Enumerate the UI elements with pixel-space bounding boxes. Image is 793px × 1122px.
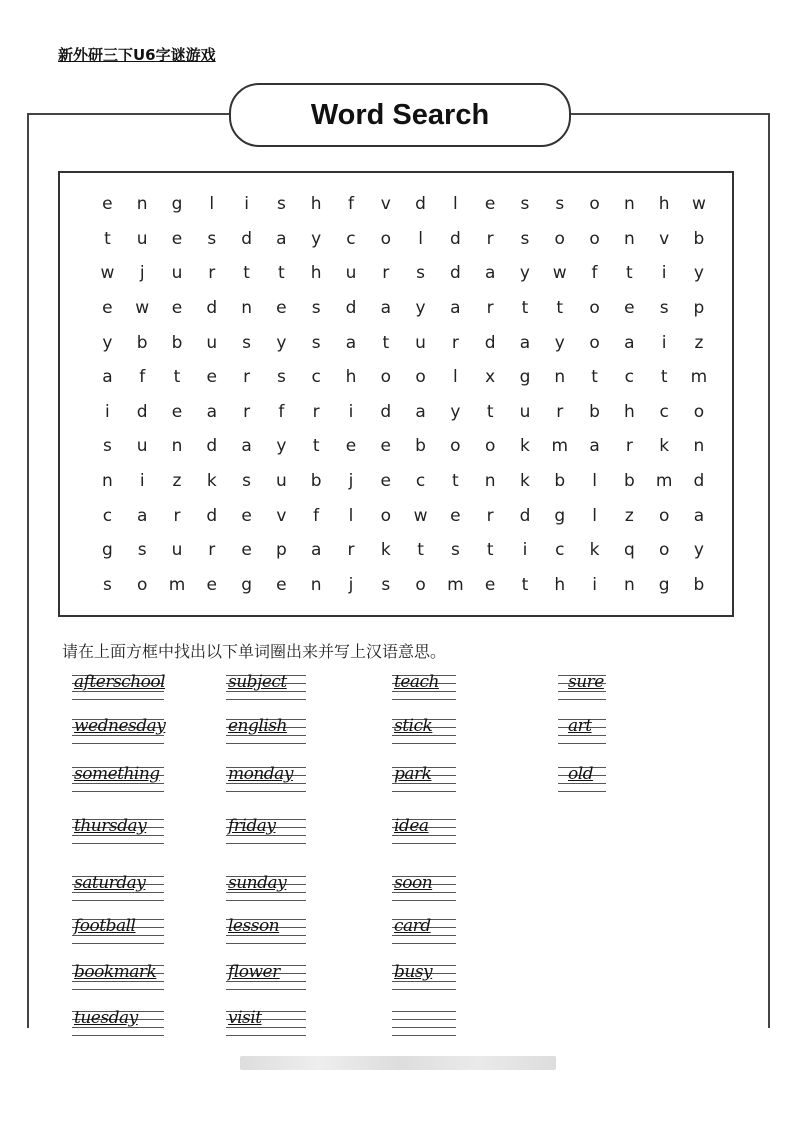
word-text: monday: [228, 764, 293, 784]
grid-letter[interactable]: o: [693, 401, 705, 422]
grid-letter[interactable]: a: [276, 228, 287, 249]
grid-letter[interactable]: z: [624, 505, 634, 526]
grid-letter[interactable]: y: [311, 228, 322, 249]
word-item: [392, 875, 456, 911]
word-item: [72, 964, 164, 1000]
word-item: [72, 818, 164, 854]
grid-letter[interactable]: h: [623, 401, 635, 422]
grid-letter[interactable]: y: [102, 332, 113, 353]
grid-letter[interactable]: a: [484, 263, 496, 284]
word-item: [72, 674, 164, 710]
grid-letter[interactable]: d: [206, 505, 218, 526]
grid-row: [90, 533, 716, 568]
grid-letter[interactable]: t: [626, 263, 633, 284]
grid-letter[interactable]: a: [519, 332, 531, 353]
grid-letter[interactable]: c: [102, 505, 113, 526]
grid-letter[interactable]: s: [520, 194, 530, 215]
grid-letter[interactable]: h: [554, 574, 566, 595]
grid-letter[interactable]: i: [592, 574, 597, 595]
grid-letter[interactable]: q: [623, 540, 635, 561]
grid-row: [90, 395, 716, 430]
grid-row: [90, 429, 716, 464]
grid-letter[interactable]: f: [347, 194, 354, 215]
grid-letter[interactable]: t: [521, 298, 529, 319]
grid-letter[interactable]: r: [347, 540, 355, 561]
grid-letter[interactable]: t: [521, 574, 529, 595]
grid-letter[interactable]: b: [693, 574, 705, 595]
grid-letter[interactable]: z: [172, 471, 182, 492]
grid-letter[interactable]: r: [486, 505, 494, 526]
grid-letter[interactable]: o: [554, 228, 565, 249]
word-text: bookmark: [74, 962, 157, 982]
grid-letter[interactable]: d: [449, 228, 461, 249]
word-item: [72, 766, 164, 802]
grid-letter[interactable]: r: [486, 298, 494, 319]
grid-letter[interactable]: k: [659, 436, 670, 457]
grid-row: [90, 360, 716, 395]
grid-letter[interactable]: t: [660, 367, 668, 388]
grid-letter[interactable]: w: [552, 263, 567, 284]
word-text: art: [568, 716, 592, 736]
grid-letter[interactable]: d: [693, 471, 705, 492]
grid-letter[interactable]: d: [345, 298, 357, 319]
grid-letter[interactable]: w: [413, 505, 428, 526]
grid-letter[interactable]: b: [589, 401, 600, 422]
word-item: [226, 1010, 306, 1046]
grid-letter[interactable]: l: [592, 505, 597, 526]
grid-letter[interactable]: t: [312, 436, 320, 457]
grid-letter[interactable]: o: [484, 436, 496, 457]
grid-letter[interactable]: y: [276, 332, 287, 353]
grid-letter[interactable]: t: [486, 540, 494, 561]
word-item: [226, 918, 306, 954]
grid-letter[interactable]: t: [243, 263, 250, 284]
grid-letter[interactable]: n: [136, 194, 148, 215]
grid-letter[interactable]: u: [171, 263, 183, 284]
grid-letter[interactable]: h: [345, 367, 357, 388]
word-item: [392, 818, 456, 854]
grid-letter[interactable]: e: [276, 298, 287, 319]
grid-letter[interactable]: c: [415, 471, 426, 492]
grid-letter[interactable]: v: [659, 228, 670, 249]
grid-letter[interactable]: k: [520, 436, 530, 457]
grid-letter[interactable]: e: [206, 367, 218, 388]
grid-letter[interactable]: s: [311, 298, 321, 319]
grid-letter[interactable]: e: [276, 574, 287, 595]
grid-letter[interactable]: k: [589, 540, 600, 561]
frame-border-top-left: [28, 113, 230, 115]
grid-letter[interactable]: a: [589, 436, 600, 457]
grid-letter[interactable]: t: [173, 367, 181, 388]
grid-letter[interactable]: i: [244, 194, 249, 215]
grid-letter[interactable]: a: [310, 540, 322, 561]
letter-grid-box: [58, 171, 734, 617]
grid-letter[interactable]: r: [312, 401, 320, 422]
grid-letter[interactable]: z: [694, 332, 704, 353]
grid-letter[interactable]: s: [276, 194, 286, 215]
grid-letter[interactable]: t: [486, 401, 494, 422]
grid-letter[interactable]: o: [380, 367, 391, 388]
grid-letter[interactable]: y: [415, 298, 426, 319]
word-text: subject: [228, 672, 287, 692]
grid-letter[interactable]: u: [415, 332, 426, 353]
word-text: tuesday: [74, 1008, 138, 1028]
grid-letter[interactable]: o: [589, 298, 600, 319]
grid-letter[interactable]: c: [311, 367, 321, 388]
grid-letter[interactable]: b: [310, 471, 322, 492]
word-text: park: [394, 764, 432, 784]
grid-letter[interactable]: g: [554, 505, 566, 526]
grid-letter[interactable]: y: [693, 263, 704, 284]
grid-letter[interactable]: d: [241, 228, 252, 249]
grid-letter[interactable]: s: [416, 263, 425, 284]
grid-letter[interactable]: b: [623, 471, 635, 492]
grid-row: [90, 568, 716, 603]
grid-letter[interactable]: g: [658, 574, 670, 595]
grid-letter[interactable]: r: [208, 263, 216, 284]
grid-letter[interactable]: o: [658, 540, 670, 561]
grid-letter[interactable]: k: [206, 471, 217, 492]
grid-letter[interactable]: e: [171, 401, 183, 422]
grid-letter[interactable]: n: [102, 471, 113, 492]
grid-letter[interactable]: l: [348, 505, 354, 526]
grid-letter[interactable]: n: [693, 436, 705, 457]
word-item: [558, 674, 606, 710]
grid-letter[interactable]: y: [693, 540, 704, 561]
grid-letter[interactable]: s: [659, 298, 669, 319]
grid-letter[interactable]: j: [348, 471, 354, 492]
word-text: lesson: [228, 916, 280, 936]
word-item: [226, 718, 306, 754]
grid-letter[interactable]: r: [243, 401, 251, 422]
grid-letter[interactable]: u: [275, 471, 287, 492]
grid-letter[interactable]: e: [345, 436, 357, 457]
grid-letter[interactable]: d: [136, 401, 148, 422]
grid-letter[interactable]: e: [171, 298, 183, 319]
word-item: [226, 818, 306, 854]
grid-letter[interactable]: v: [380, 194, 391, 215]
grid-letter[interactable]: g: [241, 574, 252, 595]
grid-letter[interactable]: r: [556, 401, 564, 422]
word-text: teach: [394, 672, 439, 692]
grid-letter[interactable]: t: [556, 298, 564, 319]
grid-letter[interactable]: e: [241, 505, 252, 526]
grid-letter[interactable]: o: [450, 436, 461, 457]
grid-letter[interactable]: k: [380, 540, 391, 561]
grid-letter[interactable]: e: [380, 471, 391, 492]
grid-letter[interactable]: e: [484, 194, 496, 215]
grid-letter[interactable]: k: [520, 471, 530, 492]
grid-letter[interactable]: a: [380, 298, 391, 319]
grid-letter[interactable]: x: [485, 367, 496, 388]
grid-letter[interactable]: r: [451, 332, 459, 353]
word-item: [392, 1010, 456, 1046]
word-item: [72, 875, 164, 911]
grid-letter[interactable]: f: [278, 401, 285, 422]
grid-letter[interactable]: t: [452, 471, 459, 492]
grid-letter[interactable]: e: [450, 505, 461, 526]
grid-letter[interactable]: t: [382, 332, 390, 353]
grid-letter[interactable]: d: [206, 436, 218, 457]
word-text: wednesday: [74, 716, 166, 736]
grid-letter[interactable]: a: [206, 401, 217, 422]
grid-letter[interactable]: u: [519, 401, 531, 422]
word-text: card: [394, 916, 431, 936]
grid-letter[interactable]: l: [453, 194, 458, 215]
grid-letter[interactable]: r: [243, 367, 251, 388]
grid-letter[interactable]: i: [661, 332, 667, 353]
word-text: thursday: [74, 816, 147, 836]
grid-letter[interactable]: e: [380, 436, 391, 457]
grid-letter[interactable]: e: [484, 574, 496, 595]
word-item: [226, 875, 306, 911]
grid-letter[interactable]: e: [102, 194, 113, 215]
grid-letter[interactable]: d: [484, 332, 496, 353]
word-item: [558, 766, 606, 802]
grid-row: [90, 498, 716, 533]
grid-letter[interactable]: s: [242, 332, 252, 353]
grid-letter[interactable]: i: [522, 540, 528, 561]
grid-letter[interactable]: n: [623, 228, 635, 249]
word-item: [226, 964, 306, 1000]
grid-letter[interactable]: b: [554, 471, 566, 492]
grid-letter[interactable]: s: [381, 574, 391, 595]
word-text: something: [74, 764, 160, 784]
grid-letter[interactable]: b: [693, 228, 705, 249]
grid-letter[interactable]: s: [311, 332, 321, 353]
grid-letter[interactable]: c: [659, 401, 669, 422]
grid-letter[interactable]: p: [693, 298, 705, 319]
grid-letter[interactable]: a: [415, 401, 426, 422]
grid-letter[interactable]: r: [486, 228, 494, 249]
grid-letter[interactable]: r: [173, 505, 181, 526]
grid-letter[interactable]: g: [171, 194, 183, 215]
grid-letter[interactable]: u: [345, 263, 357, 284]
grid-letter[interactable]: o: [136, 574, 148, 595]
writing-lines: [392, 1010, 456, 1036]
grid-letter[interactable]: c: [346, 228, 356, 249]
grid-letter[interactable]: l: [209, 194, 215, 215]
grid-letter[interactable]: r: [382, 263, 390, 284]
grid-letter[interactable]: o: [380, 505, 391, 526]
grid-letter[interactable]: l: [592, 471, 597, 492]
word-item: [392, 718, 456, 754]
grid-letter[interactable]: o: [589, 332, 600, 353]
footer-watermark: [240, 1056, 556, 1070]
grid-letter[interactable]: s: [555, 194, 565, 215]
word-text: visit: [228, 1008, 262, 1028]
grid-letter[interactable]: u: [136, 436, 148, 457]
word-item: [72, 718, 164, 754]
grid-letter[interactable]: b: [136, 332, 148, 353]
grid-letter[interactable]: d: [449, 263, 461, 284]
grid-letter[interactable]: a: [693, 505, 705, 526]
grid-letter[interactable]: d: [519, 505, 531, 526]
grid-letter[interactable]: f: [591, 263, 598, 284]
grid-letter[interactable]: a: [241, 436, 252, 457]
word-text: old: [568, 764, 594, 784]
grid-letter[interactable]: m: [168, 574, 186, 595]
grid-letter[interactable]: v: [276, 505, 287, 526]
grid-letter[interactable]: y: [519, 263, 530, 284]
grid-letter[interactable]: l: [418, 228, 423, 249]
word-item: [392, 918, 456, 954]
grid-letter[interactable]: s: [102, 436, 112, 457]
grid-letter[interactable]: j: [348, 574, 354, 595]
grid-letter[interactable]: e: [206, 574, 218, 595]
grid-letter[interactable]: e: [102, 298, 113, 319]
grid-letter[interactable]: o: [380, 228, 391, 249]
grid-letter[interactable]: g: [102, 540, 113, 561]
grid-letter[interactable]: s: [137, 540, 147, 561]
grid-letter[interactable]: w: [135, 298, 150, 319]
grid-letter[interactable]: f: [313, 505, 320, 526]
grid-letter[interactable]: e: [171, 228, 183, 249]
grid-letter[interactable]: o: [658, 505, 670, 526]
word-text: flower: [228, 962, 280, 982]
letter-grid: [90, 187, 716, 602]
grid-row: [90, 291, 716, 326]
grid-letter[interactable]: m: [690, 367, 708, 388]
grid-letter[interactable]: a: [102, 367, 113, 388]
grid-letter[interactable]: t: [591, 367, 598, 388]
grid-letter[interactable]: h: [310, 194, 322, 215]
word-item: [392, 766, 456, 802]
grid-letter[interactable]: a: [345, 332, 357, 353]
grid-letter[interactable]: s: [450, 540, 460, 561]
word-item: [392, 964, 456, 1000]
grid-letter[interactable]: f: [139, 367, 146, 388]
grid-letter[interactable]: n: [241, 298, 252, 319]
grid-letter[interactable]: m: [655, 471, 673, 492]
grid-letter[interactable]: d: [380, 401, 392, 422]
grid-letter[interactable]: j: [139, 263, 145, 284]
grid-letter[interactable]: t: [417, 540, 424, 561]
grid-letter[interactable]: a: [624, 332, 635, 353]
grid-letter[interactable]: o: [415, 367, 426, 388]
word-search-title: Word Search: [229, 83, 571, 147]
frame-border-top-right: [566, 113, 770, 115]
word-text: saturday: [74, 873, 146, 893]
grid-letter[interactable]: o: [589, 194, 600, 215]
grid-letter[interactable]: h: [658, 194, 670, 215]
grid-letter[interactable]: r: [625, 436, 633, 457]
grid-letter[interactable]: a: [450, 298, 461, 319]
word-text: sure: [568, 672, 604, 692]
grid-letter[interactable]: o: [415, 574, 426, 595]
grid-letter[interactable]: e: [624, 298, 635, 319]
grid-row: [90, 256, 716, 291]
grid-letter[interactable]: s: [102, 574, 112, 595]
grid-letter[interactable]: u: [171, 540, 183, 561]
grid-letter[interactable]: i: [348, 401, 354, 422]
grid-letter[interactable]: i: [661, 263, 667, 284]
grid-letter[interactable]: n: [171, 436, 183, 457]
grid-letter[interactable]: a: [136, 505, 148, 526]
grid-row: [90, 464, 716, 499]
grid-letter[interactable]: n: [623, 194, 635, 215]
grid-letter[interactable]: y: [276, 436, 287, 457]
word-item: [72, 1010, 164, 1046]
grid-letter[interactable]: c: [624, 367, 635, 388]
word-item: [226, 766, 306, 802]
grid-letter[interactable]: t: [278, 263, 285, 284]
grid-letter[interactable]: o: [589, 228, 600, 249]
word-text: soon: [394, 873, 433, 893]
grid-letter[interactable]: t: [104, 228, 111, 249]
word-text: football: [74, 916, 136, 936]
word-text: afterschool: [74, 672, 166, 692]
grid-letter[interactable]: g: [519, 367, 531, 388]
instruction-text: 请在上面方框中找出以下单词圈出来并写上汉语意思。: [62, 642, 447, 661]
grid-row: [90, 325, 716, 360]
frame-border-left: [27, 113, 29, 1028]
word-item: [392, 674, 456, 710]
word-text: busy: [394, 962, 433, 982]
word-text: idea: [394, 816, 429, 836]
grid-letter[interactable]: r: [208, 540, 216, 561]
page-header: 新外研三下U6字谜游戏: [58, 46, 216, 64]
word-text: sunday: [228, 873, 287, 893]
grid-letter[interactable]: i: [105, 401, 110, 422]
grid-letter[interactable]: y: [554, 332, 565, 353]
grid-letter[interactable]: n: [554, 367, 566, 388]
grid-letter[interactable]: n: [623, 574, 635, 595]
grid-letter[interactable]: e: [241, 540, 252, 561]
word-text: english: [228, 716, 287, 736]
grid-letter[interactable]: h: [310, 263, 322, 284]
grid-letter[interactable]: w: [691, 194, 706, 215]
word-item: [558, 718, 606, 754]
grid-letter[interactable]: m: [551, 436, 569, 457]
grid-letter[interactable]: s: [520, 228, 530, 249]
grid-letter[interactable]: i: [139, 471, 145, 492]
grid-letter[interactable]: u: [136, 228, 148, 249]
grid-letter[interactable]: u: [206, 332, 218, 353]
word-text: stick: [394, 716, 433, 736]
grid-letter[interactable]: b: [415, 436, 426, 457]
grid-letter[interactable]: s: [207, 228, 217, 249]
word-text: friday: [228, 816, 276, 836]
grid-letter[interactable]: s: [242, 471, 252, 492]
word-item: [226, 674, 306, 710]
word-item: [72, 918, 164, 954]
grid-letter[interactable]: s: [276, 367, 286, 388]
grid-letter[interactable]: w: [100, 263, 115, 284]
grid-letter[interactable]: y: [450, 401, 461, 422]
grid-letter[interactable]: c: [555, 540, 565, 561]
grid-row: [90, 222, 716, 257]
grid-letter[interactable]: d: [206, 298, 218, 319]
grid-letter[interactable]: d: [415, 194, 426, 215]
grid-row: [90, 187, 716, 222]
grid-letter[interactable]: p: [275, 540, 287, 561]
grid-letter[interactable]: m: [447, 574, 464, 595]
grid-letter[interactable]: n: [484, 471, 496, 492]
grid-letter[interactable]: b: [171, 332, 183, 353]
grid-letter[interactable]: l: [453, 367, 458, 388]
frame-border-right: [768, 113, 770, 1028]
grid-letter[interactable]: n: [310, 574, 322, 595]
